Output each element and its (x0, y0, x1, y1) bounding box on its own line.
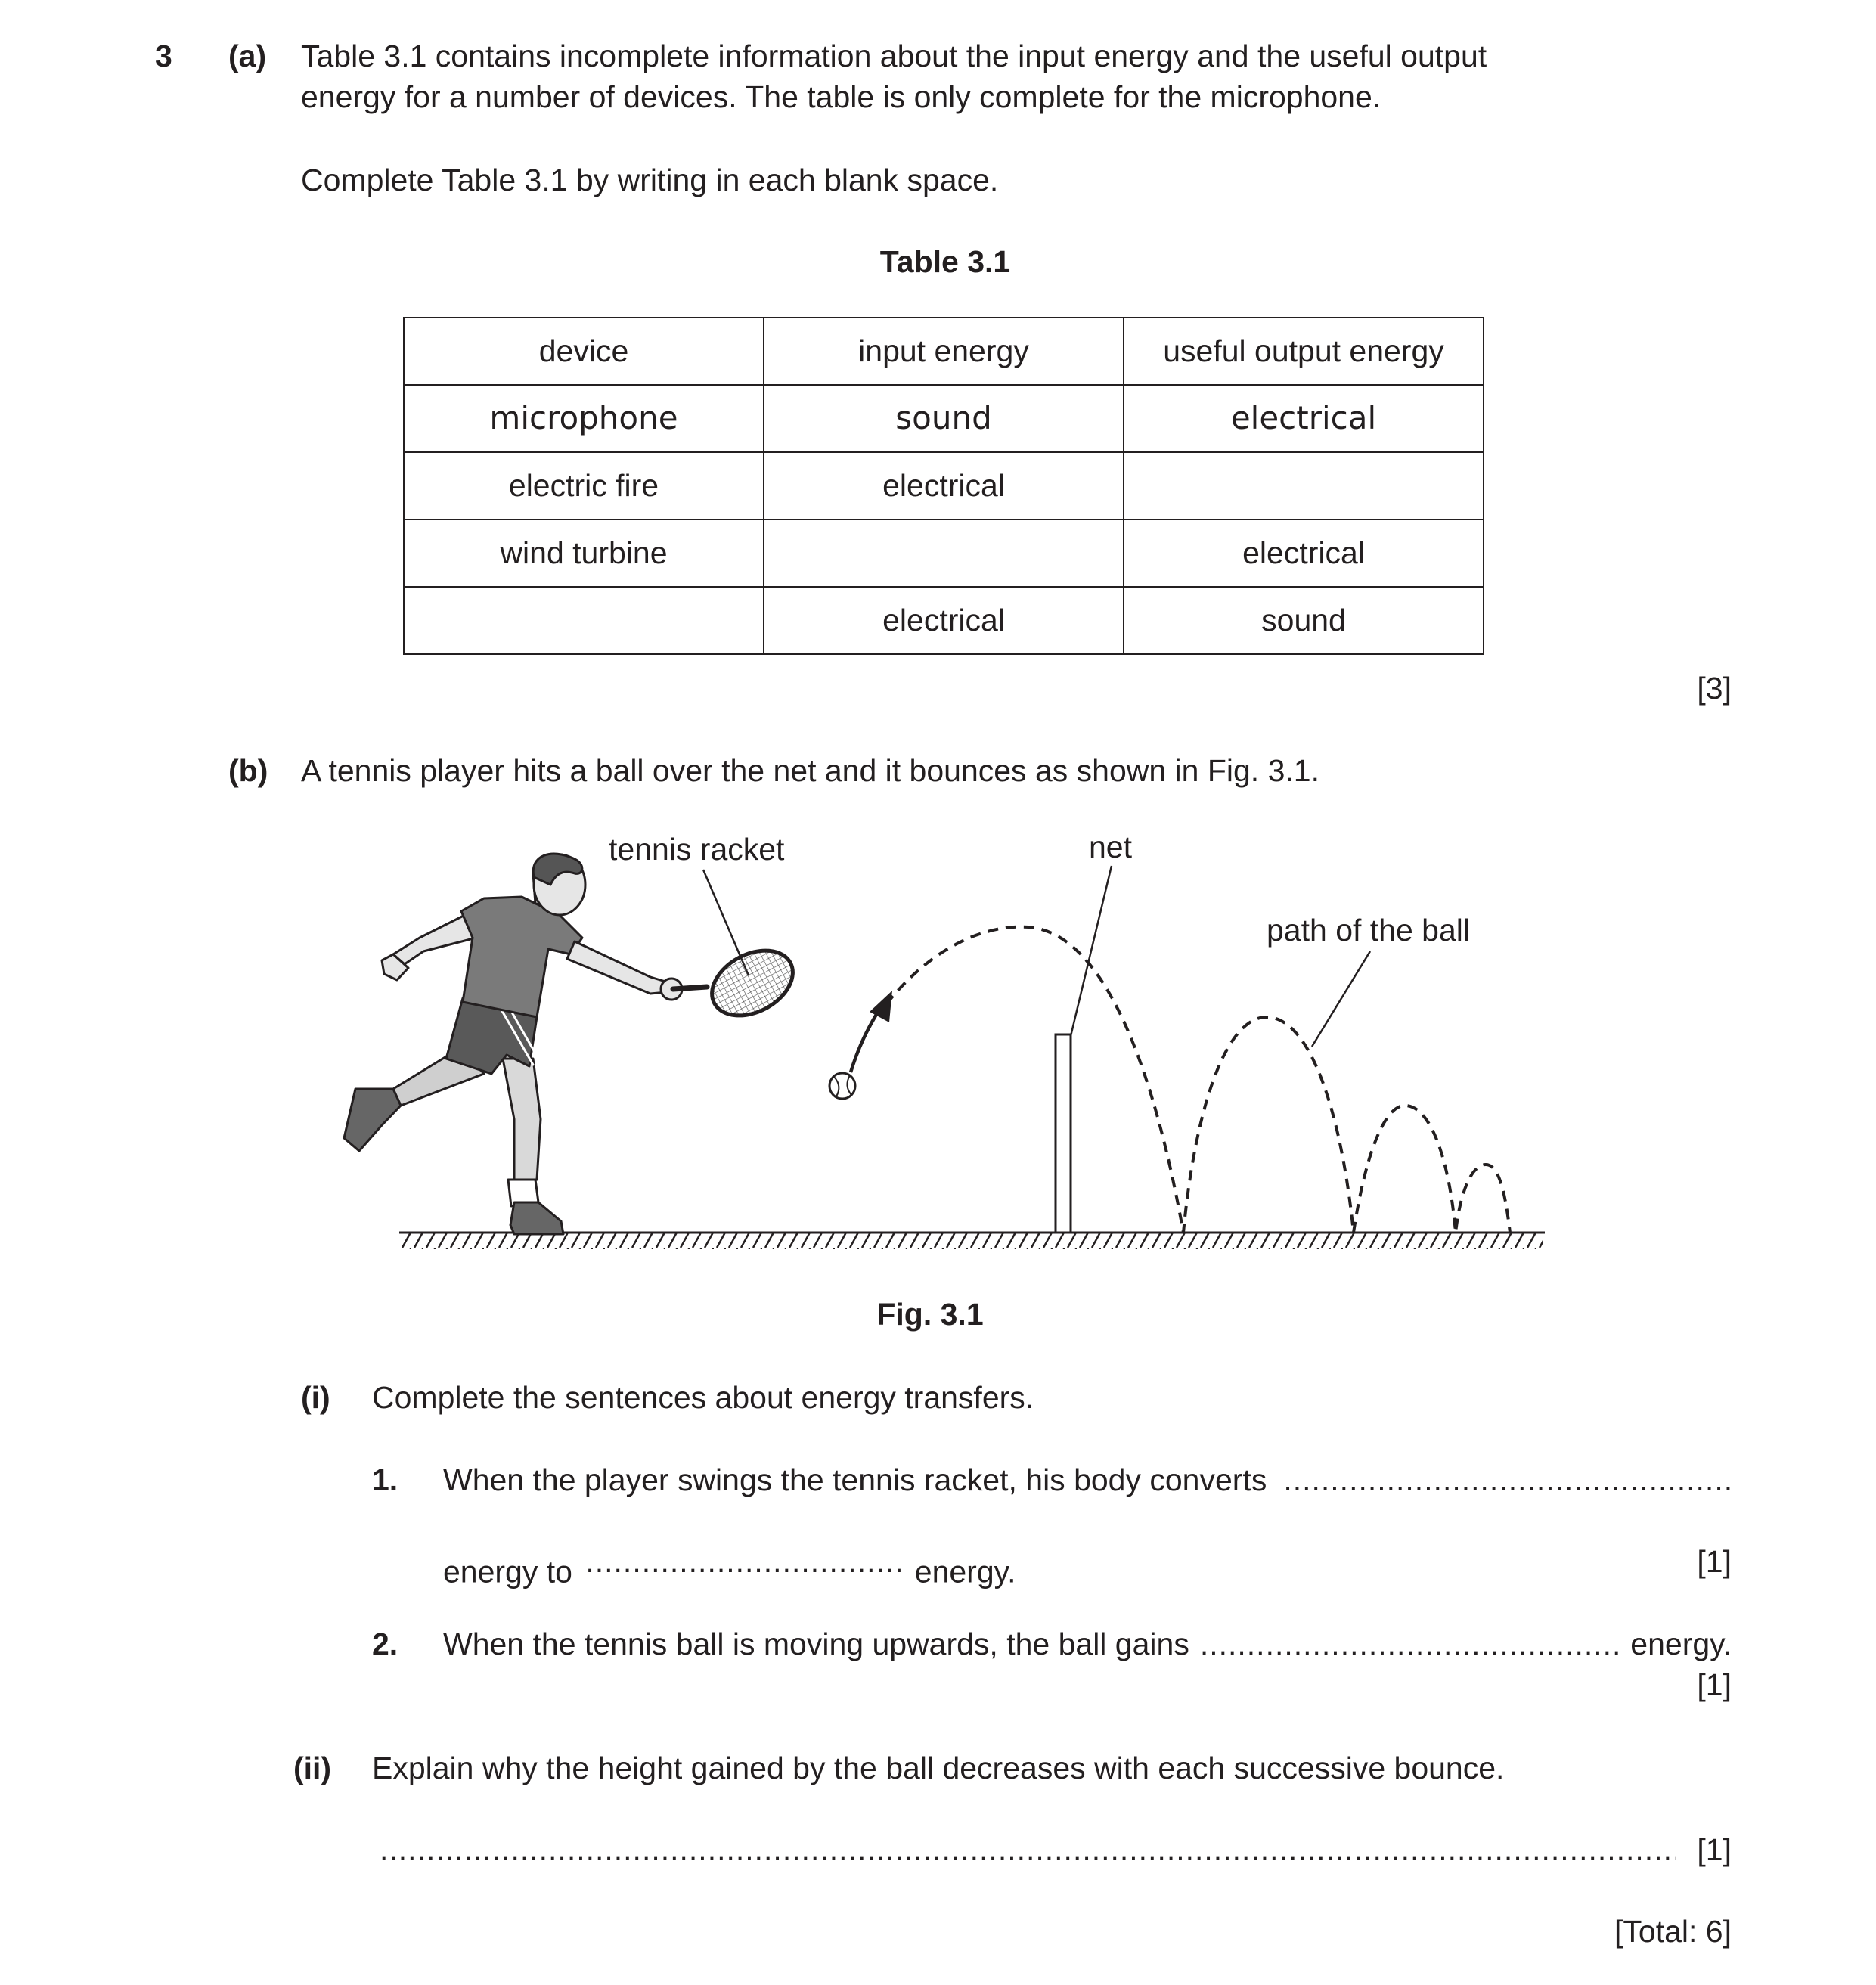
path-leader-line (1312, 951, 1370, 1047)
part-b-i-label: (i) (301, 1380, 330, 1415)
cell-device: microphone (404, 385, 764, 452)
label-path-of-ball: path of the ball (1267, 913, 1470, 948)
header-device: device (404, 318, 764, 385)
part-b-label: (b) (228, 753, 268, 788)
part-a-instruction: Complete Table 3.1 by writing in each blank space. (301, 163, 999, 197)
label-tennis-racket: tennis racket (609, 832, 785, 867)
cell-input-energy: electrical (764, 452, 1124, 520)
part-a-intro-line2: energy for a number of devices. The table is only complete for the microphone. (301, 79, 1381, 114)
ground (399, 1233, 1545, 1249)
part-a-intro-line1: Table 3.1 contains incomplete information about the input energy and the useful output (301, 39, 1487, 73)
answer-line-ii (380, 1830, 1732, 1870)
header-useful-output-energy: useful output energy (1124, 318, 1484, 385)
sentence-2-line (443, 1624, 1732, 1664)
answer-blank-2[interactable] (1200, 1624, 1623, 1664)
sentence-2-marks: [1] (1697, 1667, 1732, 1702)
sentence-1-line1 (443, 1460, 1732, 1500)
net-post (1056, 1034, 1071, 1233)
ball-direction-arrow (851, 991, 892, 1072)
sentence-2-text: When the tennis ball is moving upwards, the ball gains (443, 1627, 1189, 1661)
label-net: net (1089, 830, 1132, 864)
cell-device: electric fire (404, 452, 764, 520)
cell-device: wind turbine (404, 520, 764, 587)
total-marks: [Total: 6] (1614, 1914, 1732, 1949)
answer-blank-ii[interactable] (380, 1830, 1676, 1870)
tennis-ball (829, 1073, 855, 1099)
part-b-ii-marks: [1] (1697, 1832, 1732, 1867)
part-a-label: (a) (228, 39, 267, 73)
cell-output-energy: sound (1124, 587, 1484, 654)
cell-output-energy: electrical (1124, 520, 1484, 587)
part-b-i-text: Complete the sentences about energy transfers. (372, 1380, 1034, 1415)
ball-path (886, 927, 1510, 1233)
header-input-energy: input energy (764, 318, 1124, 385)
answer-blank-1a[interactable] (1283, 1460, 1732, 1500)
sentence-1-line2 (443, 1542, 1016, 1593)
sentence-1-energy-end: energy. (914, 1554, 1016, 1590)
answer-blank-1b[interactable] (585, 1542, 901, 1582)
cell-output-energy: electrical (1124, 385, 1484, 452)
sentence-2-end: energy. (1630, 1627, 1732, 1661)
question-number: 3 (155, 39, 172, 73)
sentence-1-energy-to: energy to (443, 1554, 572, 1590)
part-a-marks: [3] (1697, 671, 1732, 706)
sentence-1-number: 1. (372, 1462, 398, 1497)
sentence-1-marks: [1] (1697, 1544, 1732, 1579)
sentence-1-text: When the player swings the tennis racket, his body converts (443, 1462, 1267, 1497)
table-title: Table 3.1 (879, 244, 1011, 279)
cell-input-energy: sound (764, 385, 1124, 452)
cell-input-energy: electrical (764, 587, 1124, 654)
figure-caption: Fig. 3.1 (876, 1297, 984, 1332)
part-b-ii-label: (ii) (293, 1751, 332, 1785)
part-b-ii-text: Explain why the height gained by the ball decreases with each successive bounce. (372, 1751, 1505, 1785)
part-b-intro: A tennis player hits a ball over the net and it bounces as shown in Fig. 3.1. (301, 753, 1319, 788)
tennis-player (344, 854, 804, 1234)
sentence-2-number: 2. (372, 1627, 398, 1661)
